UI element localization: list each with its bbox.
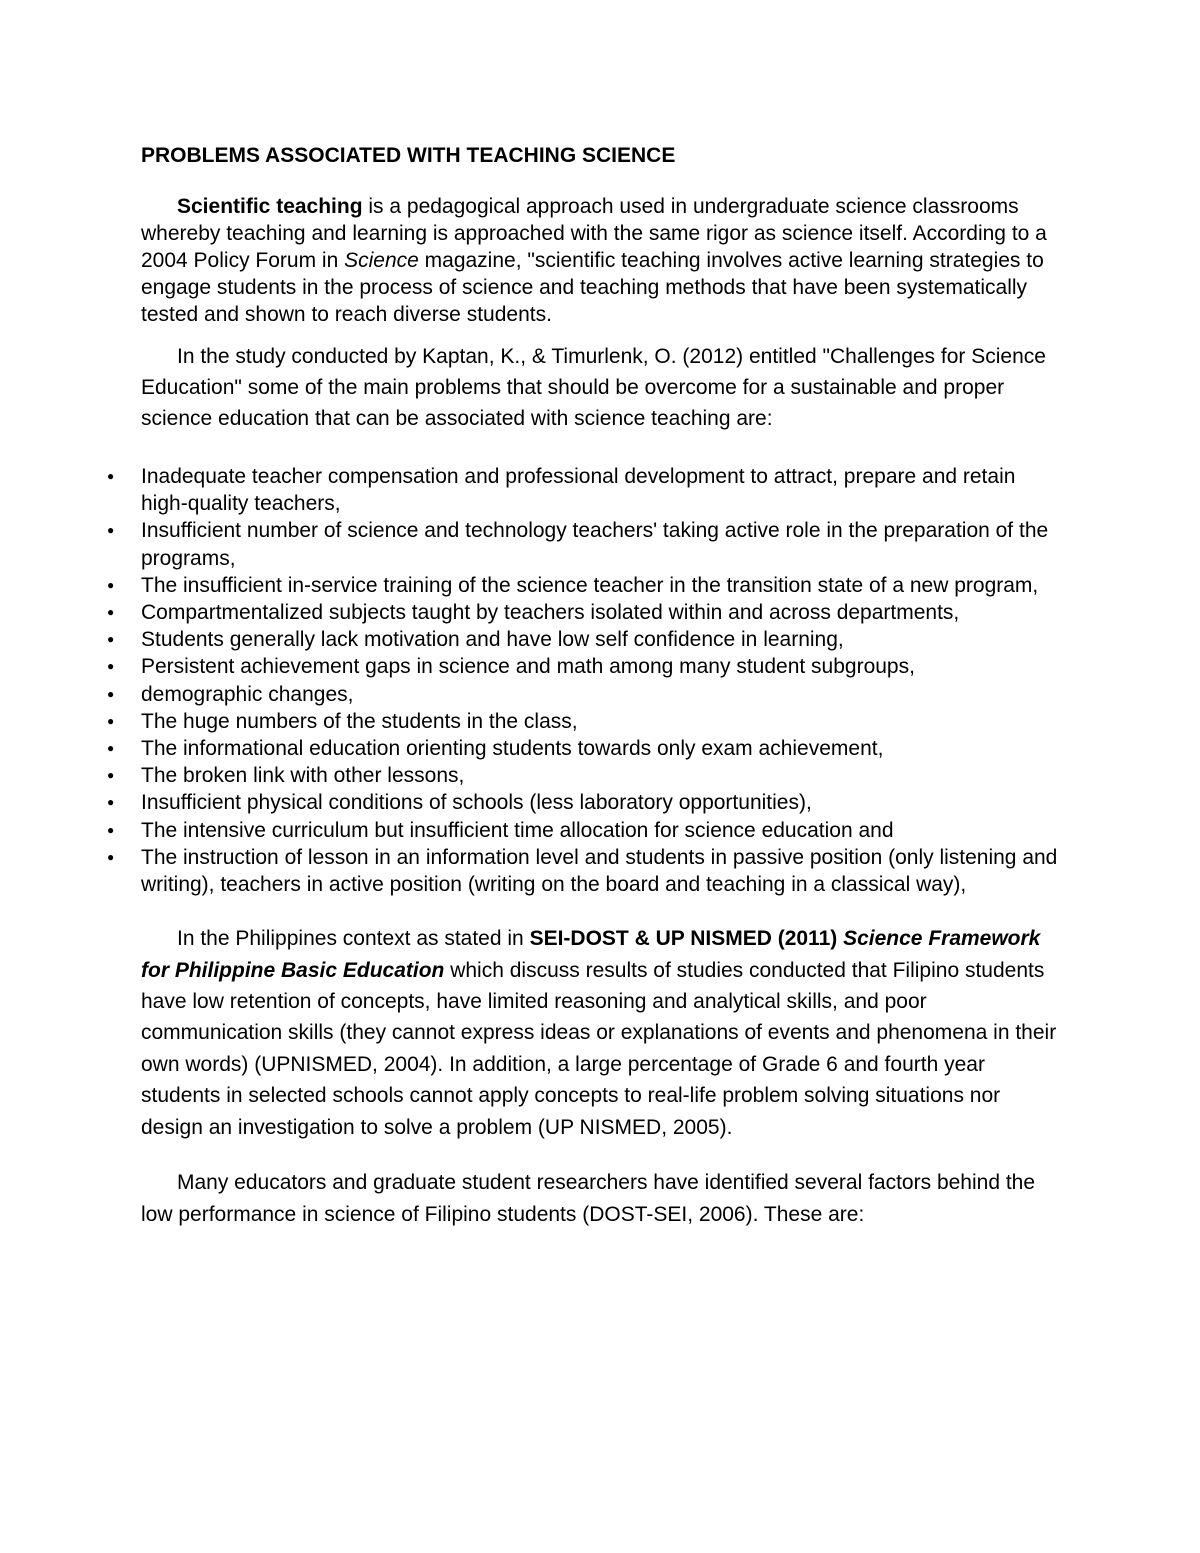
paragraph-scientific-teaching	[141, 193, 1066, 328]
paragraph-text: which discuss results of studies conducted that Filipino students have low retention of concepts, have limited reasoning and analytical skills, and poor communication skills (they cannot express ideas or explanations of events and phenomena in their own words) (UPNISMED, 2004). In addition, a large percentage of Grade 6 and fourth year students in selected schools cannot apply concepts to real-life problem solving situations nor design an investigation to solve a problem (UP NISMED, 2005).	[141, 958, 1057, 1139]
problems-list	[141, 463, 1066, 898]
list-item: ● Insufficient number of science and technology teachers' taking active role in the preparation of the programs,	[141, 517, 1066, 571]
list-item: ● Persistent achievement gaps in science and math among many student subgroups,	[141, 653, 1066, 680]
list-item: ● Students generally lack motivation and have low self confidence in learning,	[141, 626, 1066, 653]
term-scientific-teaching: Scientific teaching	[177, 195, 363, 218]
list-item: ● Insufficient physical conditions of schools (less laboratory opportunities),	[141, 789, 1066, 816]
journal-name: Science	[344, 249, 419, 272]
document-body	[141, 142, 1066, 1230]
paragraph-text: In the Philippines context as stated in	[177, 927, 530, 951]
list-item: ● Compartmentalized subjects taught by teachers isolated within and across departments,	[141, 599, 1066, 626]
paragraph-kaptan-study: In the study conducted by Kaptan, K., & Timurlenk, O. (2012) entitled "Challenges for Science Education" some of the main problems that should be overcome for a sustainable and proper science education that can be associated with science teaching are:	[141, 345, 1046, 430]
list-item: ● The informational education orienting students towards only exam achievement,	[141, 735, 1066, 762]
list-item: ● demographic changes,	[141, 681, 1066, 708]
list-item: ● The huge numbers of the students in the class,	[141, 708, 1066, 735]
citation-bold: SEI-DOST & UP NISMED (2011)	[529, 927, 844, 951]
paragraph-text: magazine, "scientific teaching involves active learning strategies to engage students in the process of science and teaching methods that have been systematically tested and shown to reach diverse students.	[141, 249, 1044, 326]
list-item: ● The insufficient in-service training of the science teacher in the transition state of a new program,	[141, 572, 1066, 599]
list-item: ● The broken link with other lessons,	[141, 762, 1066, 789]
document-title: PROBLEMS ASSOCIATED WITH TEACHING SCIENCE	[141, 144, 676, 167]
framework-title: Science Framework for Philippine Basic Education	[141, 927, 1041, 982]
list-item: ● The intensive curriculum but insufficient time allocation for science education and	[141, 817, 1066, 844]
paragraph-text: is a pedagogical approach used in undergraduate science classrooms whereby teaching and learning is approached with the same rigor as science itself. According to a 2004 Policy Forum in	[141, 195, 1047, 272]
paragraph-philippines-context	[141, 923, 1066, 1143]
list-item: ● Inadequate teacher compensation and professional development to attract, prepare and retain high-quality teachers,	[141, 463, 1066, 517]
list-item: ● The instruction of lesson in an information level and students in passive position (only listening and writing), teachers in active position (writing on the board and teaching in a classical way),	[141, 844, 1066, 898]
paragraph-factors: Many educators and graduate student researchers have identified several factors behind the low performance in science of Filipino students (DOST-SEI, 2006). These are:	[141, 1171, 1036, 1226]
